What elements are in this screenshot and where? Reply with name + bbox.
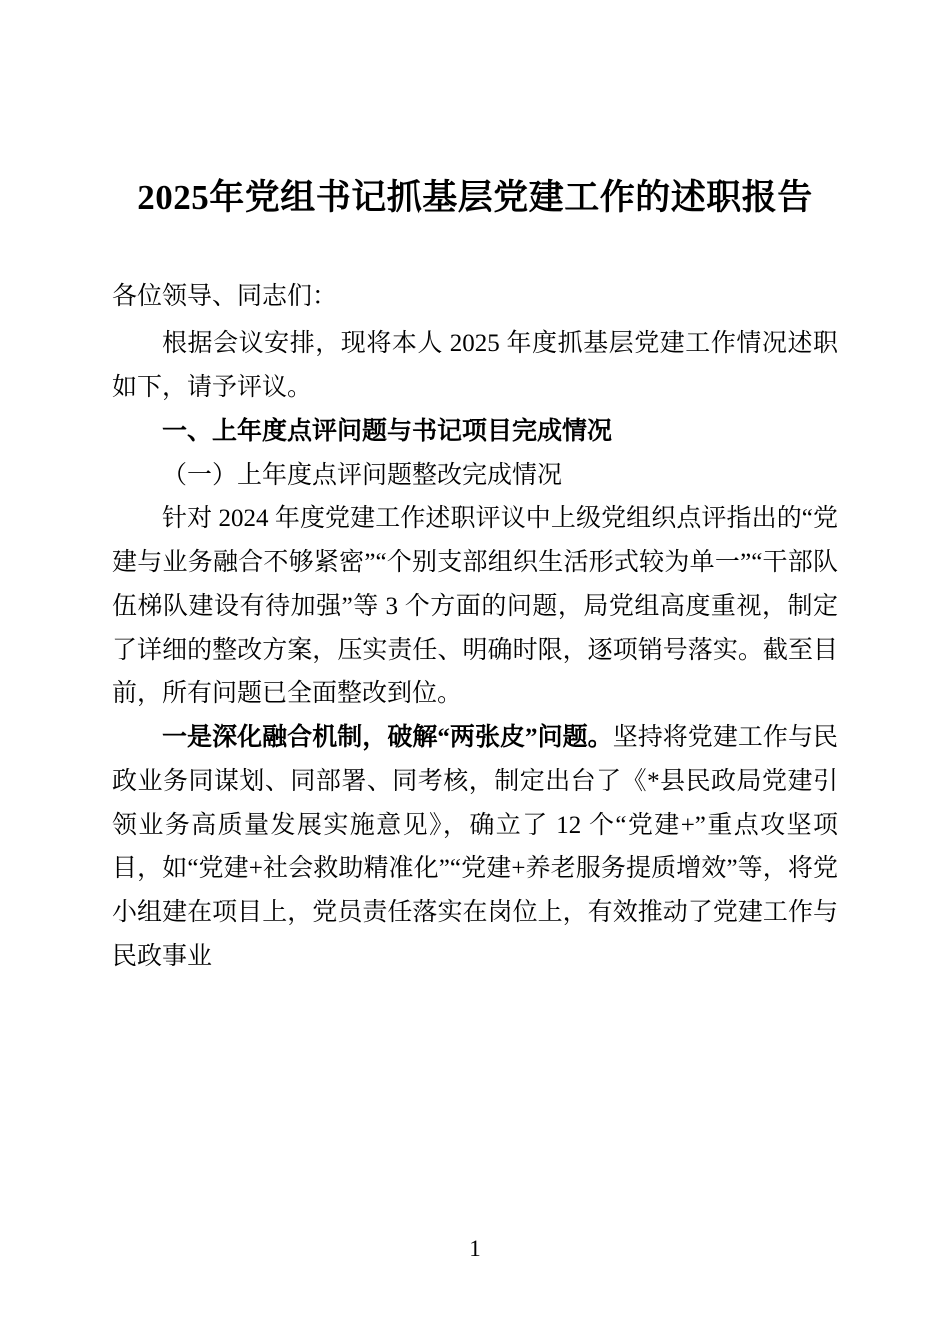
paragraph-2-body: 坚持将党建工作与民政业务同谋划、同部署、同考核，制定出台了《*县民政局党建引领业务高质量发展实施意见》，确立了 12 个“党建+”重点攻坚项目，如“党建+社会救助精准化”“党建+养老服务提质增效”等，将党小组建在项目上，党员责任落实在岗位上，有效推动了党建工作与民政事业 [112,724,838,970]
page-number: 1 [469,1236,481,1261]
section-heading-1: 一、上年度点评问题与书记项目完成情况 [162,417,613,445]
section-heading-2: （一）上年度点评问题整改完成情况 [162,461,563,489]
page-title: 2025年党组书记抓基层党建工作的述职报告 [137,178,813,217]
paragraph-2 [112,716,838,979]
paragraph-2-lead: 一是深化融合机制，破解“两张皮”问题。 [162,724,613,752]
paragraph-1: 针对 2024 年度党建工作述职评议中上级党组织点评指出的“党建与业务融合不够紧密”“个别支部组织生活形式较为单一”“干部队伍梯队建设有待加强”等 3 个方面的问题，局党组高度重视，制定了详细的整改方案，压实责任、明确时限，逐项销号落实。截至目前，所有问题已全面整改到位。 [112,505,838,708]
intro-paragraph: 根据会议安排，现将本人 2025 年度抓基层党建工作情况述职如下，请予评议。 [112,330,838,402]
salutation: 各位领导、同志们： [112,282,338,310]
